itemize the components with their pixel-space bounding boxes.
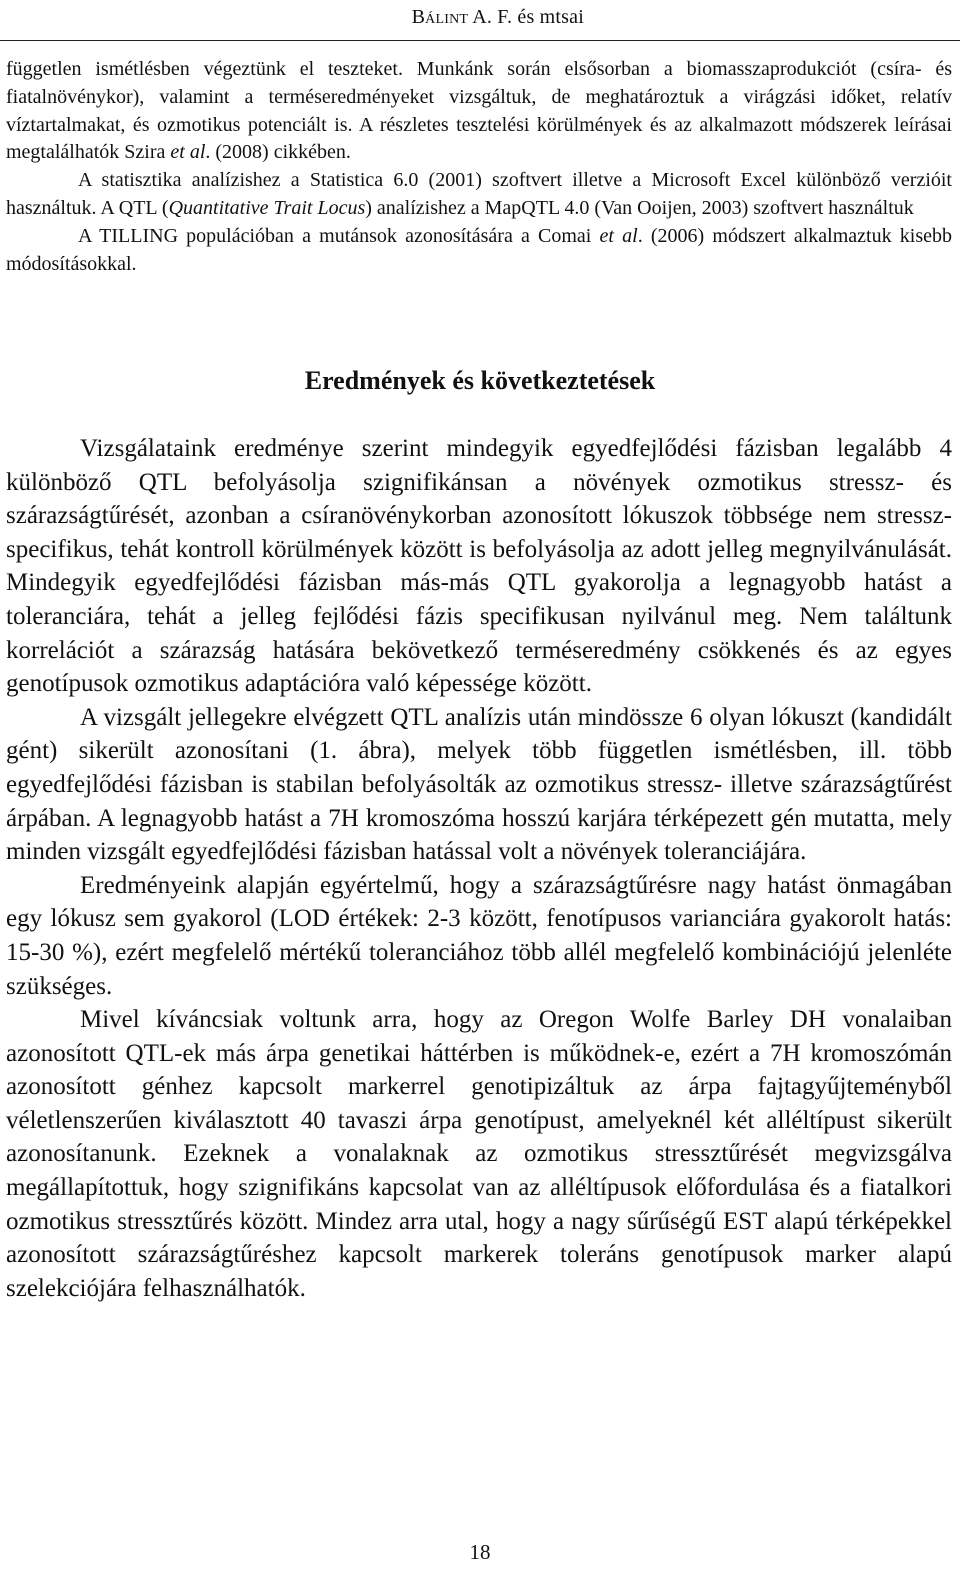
header-author-initial: B: [411, 6, 426, 28]
methods-text: [6, 56, 952, 278]
methods-p1-etal: et al: [170, 141, 206, 164]
section-heading: Eredmények és következtetések: [304, 366, 656, 395]
methods-p2-text-a: A statisztika analízishez a Statistica 6.0 (2001) szoftvert illetve a Microsoft Excel különböző verzióit használtuk. A QTL (: [6, 169, 952, 219]
results-paragraph-3: Eredményeink alapján egyértelmű, hogy a szárazságtűrésre nagy hatást önmagában egy lókusz sem gyakorol (LOD értékek: 2-3 között, fenotípusos varianciára gyakorolt hatás: 15-30 %), ezért megfelelő mértékű toleranciához több allél megfelelő kombinációjú jelenléte szükséges.: [6, 871, 952, 1000]
methods-paragraph-3: [6, 223, 952, 279]
methods-p2-text-b: ) analízishez a MapQTL 4.0 (Van Ooijen, 2003) szoftvert használtuk: [365, 196, 914, 219]
results-paragraph-1: Vizsgálataink eredménye szerint mindegyik egyedfejlődési fázisban legalább 4 különböző QTL befolyásolja szignifikánsan a növények ozmotikus stressz- és szárazságtűrését, azonban a csíranövénykorban azonosított lókuszok többsége nem stressz-specifikus, tehát kontroll körülmények között is befolyásolja az adott jelleg megnyilvánulását. Mindegyik egyedfejlődési fázisban más-más QTL gyakorolja a legnagyobb hatást a toleranciára, tehát a jelleg fejlődési fázis specifikusan nyilvánul meg. Nem találtunk korrelációt a szárazság hatására bekövetkező terméseredmény csökkenés és az egyes genotípusok ozmotikus adaptációra való képessége között.: [6, 435, 952, 698]
results-text: [6, 432, 952, 1305]
methods-p3-text-a: A TILLING populációban a mutánsok azonosítására a Comai: [78, 224, 600, 247]
methods-p2-qtl-term: Quantitative Trait Locus: [168, 196, 366, 219]
page-number: 18: [469, 1540, 491, 1564]
results-paragraph-2: A vizsgált jellegekre elvégzett QTL analízis után mindössze 6 olyan lókuszt (kandidált gént) sikerült azonosítani (1. ábra), melyek több független ismétlésben, ill. több egyedfejlődési fázisban is stabilan befolyásolták az ozmotikus stressz- illetve szárazságtűrést árpában. A legnagyobb hatást a 7H kromoszóma hosszú karjára térképezett gén mutatta, mely minden vizsgált egyedfejlődési fázisban hatással volt a növények toleranciájára.: [6, 703, 952, 866]
methods-paragraph-1: [6, 56, 952, 167]
methods-p1-text-a: független ismétlésben végeztünk el teszteket. Munkánk során elsősorban a biomasszaprodukciót (csíra- és fiatalnövénykor), valamint a terméseredményeket vizsgáltuk, de meghatároztuk a virágzási időket, relatív víztartalmakat, és ozmotikus potenciált is. A részletes tesztelési körülmények és az alkalmazott módszerek leírásai megtalálhatók Szira: [6, 58, 952, 164]
running-header: [412, 6, 584, 29]
methods-paragraph-2: [6, 167, 952, 223]
methods-p3-text-b: . (2006) módszert alkalmaztuk kisebb módosításokkal.: [6, 224, 952, 275]
methods-p3-etal: et al: [599, 224, 638, 247]
header-author-tail: A. F. és mtsai: [468, 6, 584, 28]
results-paragraph-4: Mivel kíváncsiak voltunk arra, hogy az Oregon Wolfe Barley DH vonalaiban azonosított QTL-ek más árpa genetikai háttérben is működnek-e, ezért a 7H kromoszómán azonosított génhez kapcsolt markerrel genotipizáltuk az árpa fajtagyűjteményből véletlenszerűen kiválasztott 40 tavaszi árpa genotípust, amelyeknél két alléltípust sikerült azonosítanunk. Ezeknek a vonalaknak az ozmotikus stressztűrését megvizsgálva megállapítottuk, hogy szignifikáns kapcsolat van az alléltípusok előfordulása és a fiatalkori ozmotikus stressztűrés között. Mindez arra utal, hogy a nagy sűrűségű EST alapú térképekkel azonosított szárazságtűréshez kapcsolt markerek toleráns genotípusok marker alapú szelekciójára felhasználhatók.: [6, 1006, 952, 1302]
methods-p1-text-b: . (2008) cikkében.: [205, 141, 351, 164]
header-author-smallcaps: álint: [425, 6, 469, 28]
header-rule: [0, 40, 960, 41]
